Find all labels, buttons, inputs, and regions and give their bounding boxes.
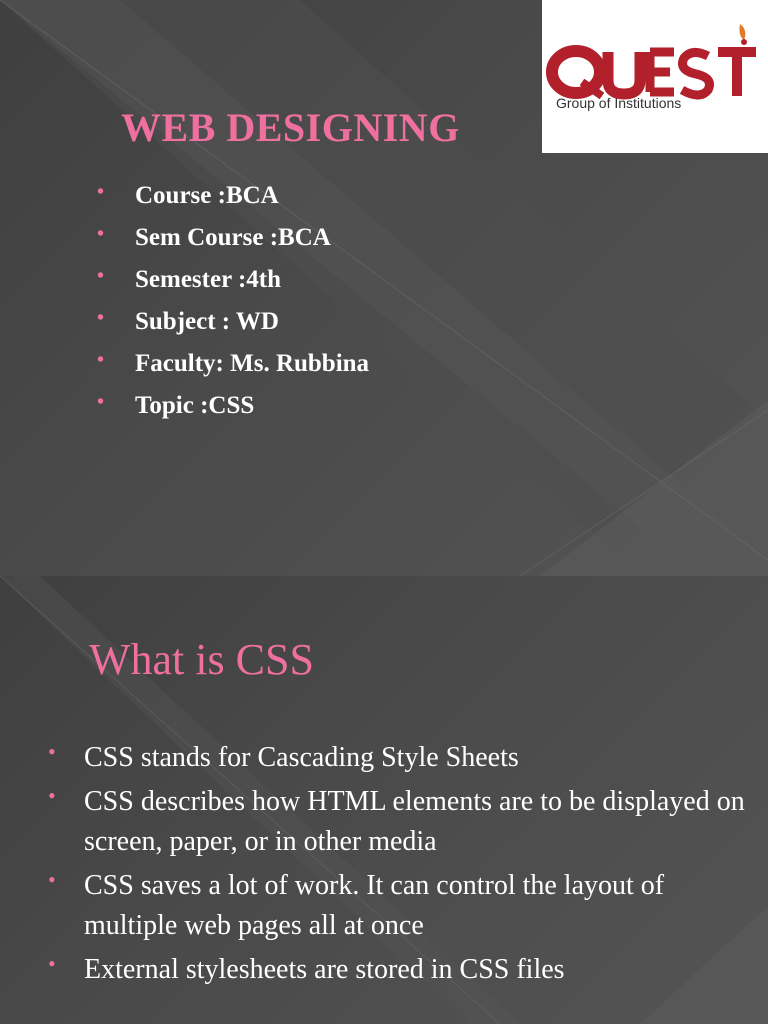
list-item: • Subject : WD — [97, 304, 369, 346]
slide-title-heading: WEB DESIGNING — [121, 105, 460, 150]
list-item: • Faculty: Ms. Rubbina — [97, 346, 369, 388]
bullet-icon: • — [48, 783, 56, 808]
list-item: • Sem Course :BCA — [97, 220, 369, 262]
slide-title-heading: What is CSS — [89, 635, 314, 684]
list-item: • Topic :CSS — [97, 388, 369, 430]
logo-tagline: Group of Institutions — [556, 95, 682, 111]
bullet-icon: • — [97, 265, 105, 287]
bullet-icon: • — [97, 307, 105, 329]
bullet-icon: • — [48, 867, 56, 892]
quest-logo — [542, 0, 768, 153]
bullet-icon: • — [97, 181, 105, 203]
list-item: • CSS saves a lot of work. It can control the layout of multiple web pages all at once — [48, 866, 748, 946]
bullet-icon: • — [97, 349, 105, 371]
css-facts-list — [48, 738, 748, 994]
bullet-icon: • — [97, 391, 105, 413]
bullet-icon: • — [97, 223, 105, 245]
course-info-list — [97, 178, 369, 430]
list-item: • CSS stands for Cascading Style Sheets — [48, 738, 748, 778]
list-item: • Course :BCA — [97, 178, 369, 220]
bullet-icon: • — [48, 951, 56, 976]
list-item: • External stylesheets are stored in CSS files — [48, 950, 748, 990]
bullet-icon: • — [48, 739, 56, 764]
list-item: • Semester :4th — [97, 262, 369, 304]
list-item: • CSS describes how HTML elements are to be displayed on screen, paper, or in other media — [48, 782, 748, 862]
